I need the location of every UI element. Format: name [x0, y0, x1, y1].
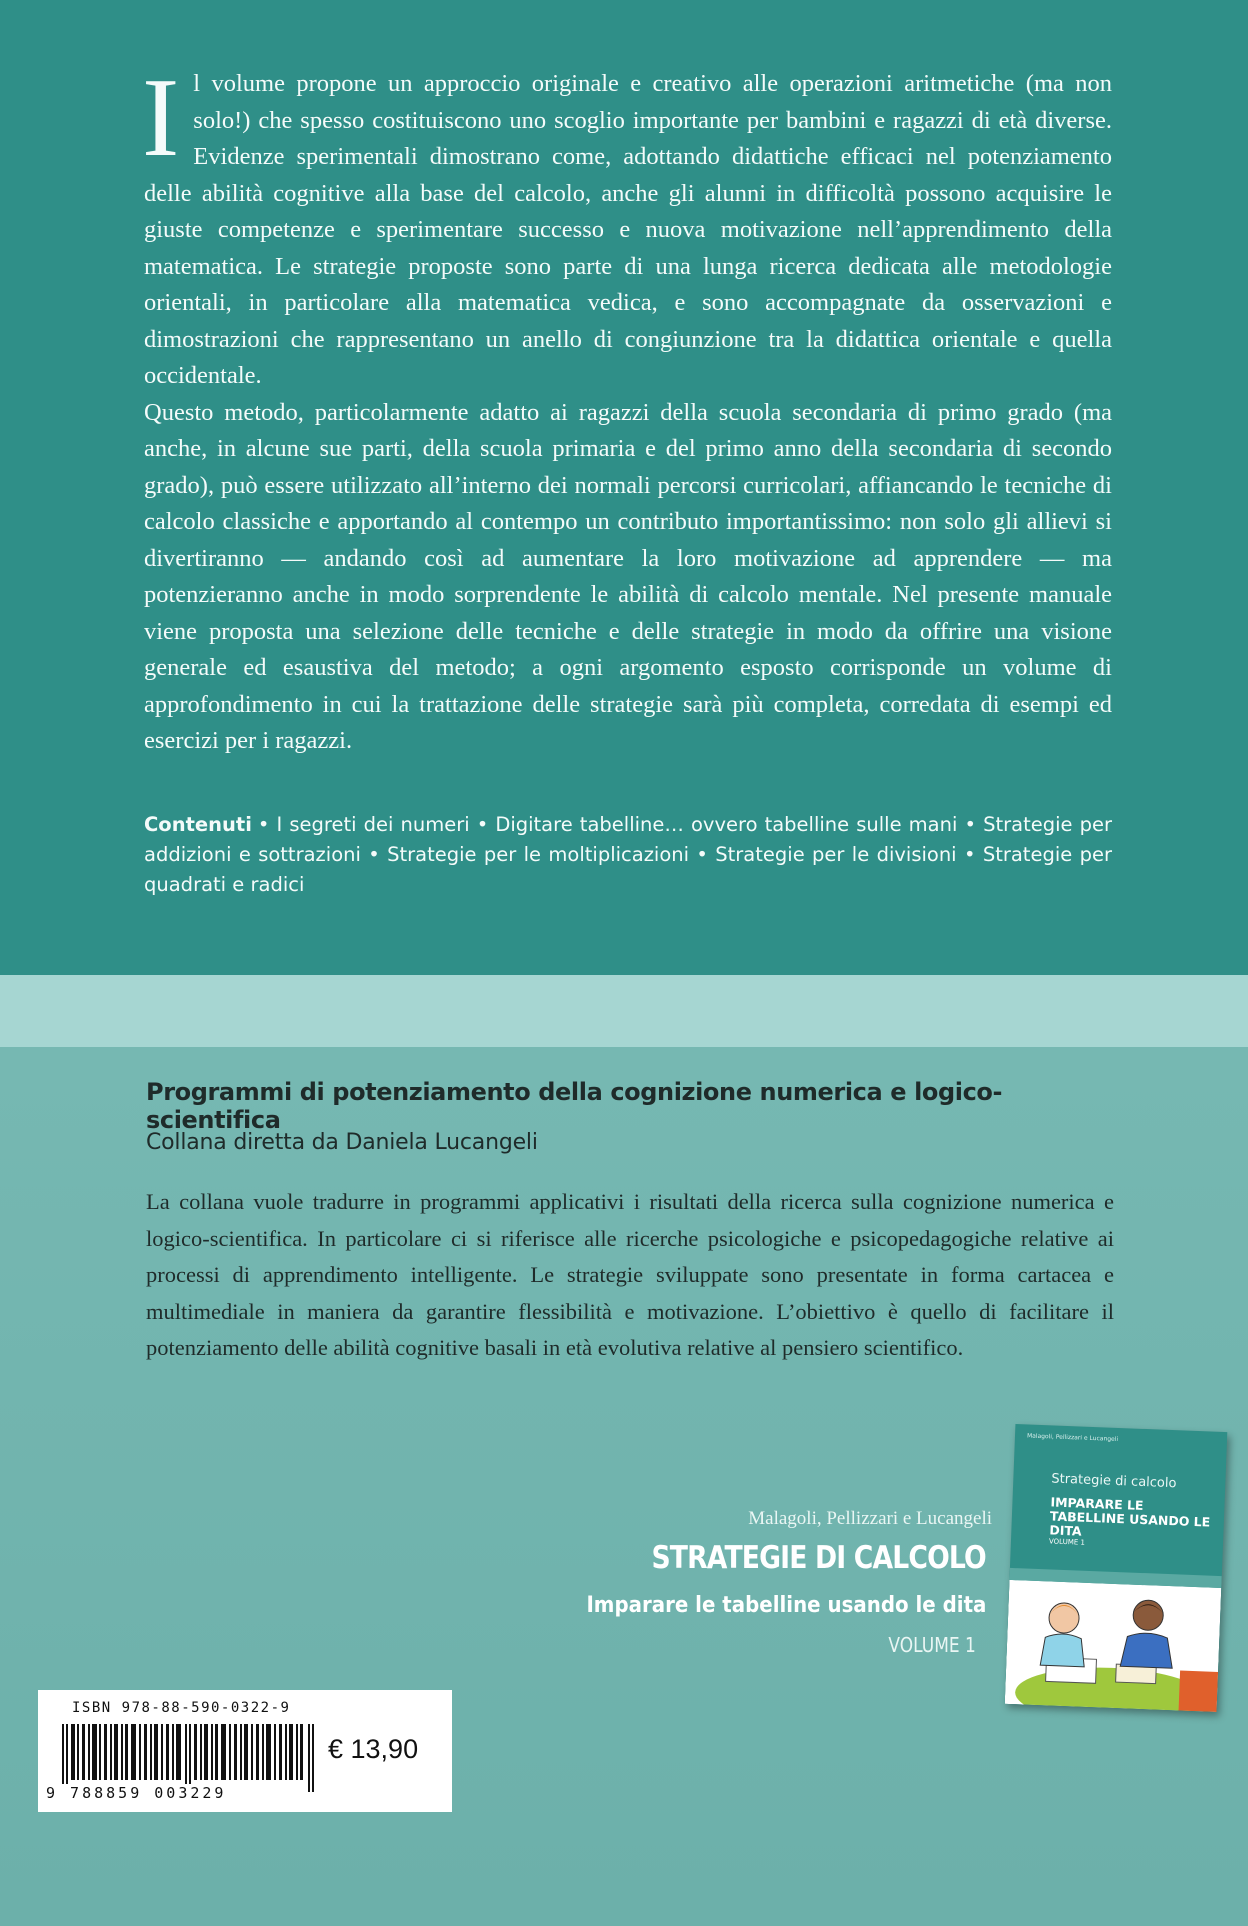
- mini-cover-authors: Malagoli, Pellizzari e Lucangeli: [1026, 1432, 1119, 1443]
- book-title: STRATEGIE DI CALCOLO: [651, 1540, 986, 1576]
- mini-cover-series: Strategie di calcolo: [1051, 1471, 1177, 1492]
- isbn-text: ISBN 978-88-590-0322-9: [72, 1700, 291, 1716]
- mini-cover-title: IMPARARE LE TABELLINE USANDO LE DITA: [1049, 1494, 1211, 1539]
- book-volume: VOLUME 1: [888, 1633, 976, 1657]
- series-title: Programmi di potenziamento della cognizione numerica e logico-scientifica: [146, 1078, 1003, 1134]
- series-description: La collana vuole tradurre in programmi applicativi i risultati della ricerca sulla cognizione numerica e logico-scientifica. In particolare ci si riferisce alle ricerche psicologiche e psicopedagogiche relative ai processi di apprendimento intelligente. Le strategie sviluppate sono presentate in forma cartacea e multimediale in maniera da garantire flessibilità e motivazione. L’obiettivo è quello di facilitare il potenziamento delle abilità cognitive basali in età evolutiva relative al pensiero scientifico.: [146, 1189, 1114, 1360]
- series-editor: Collana diretta da Daniela Lucangeli: [146, 1130, 538, 1155]
- contents-text: • I segreti dei numeri • Digitare tabelline… ovvero tabelline sulle mani • Strategie per addizioni e sottrazioni • Strategie per le moltiplicazioni • Strategie per le divisioni • Strategie per quadrati e radici: [144, 813, 1112, 896]
- barcode-icon: [62, 1724, 316, 1792]
- contents-label: Contenuti: [144, 813, 252, 836]
- divider-stripe: [0, 975, 1248, 1047]
- publisher-logo-icon: [1179, 1671, 1219, 1712]
- barcode-box: [38, 1690, 452, 1812]
- barcode-digits: 9 788859 003229: [46, 1784, 227, 1802]
- price-label: € 13,90: [328, 1734, 419, 1764]
- blurb-paragraph-2: Questo metodo, particolarmente adatto ai ragazzi della scuola secondaria di primo grado (ma anche, in alcune sue parti, della scuola primaria e del primo anno della secondaria di secondo grado), può essere utilizzato all’interno dei normali percorsi curricolari, affiancando le tecniche di calcolo classiche e apportando al contempo un contributo importantissimo: non solo gli allievi si divertiranno — andando così ad aumentare la loro motivazione ad apprendere — ma potenzieranno anche in modo sorprendente le abilità di calcolo mentale. Nel presente manuale viene proposta una selezione delle tecniche e delle strategie in modo da offrire una visione generale ed esaustiva del metodo; a ogni argomento esposto corrisponde un volume di approfondimento in cui la trattazione delle strategie sarà più completa, corredata di esempi ed esercizi per i ragazzi.: [144, 398, 1112, 754]
- blurb: [142, 56, 1112, 760]
- blurb-paragraph-1: l volume propone un approccio originale e creativo alle operazioni aritmetiche (ma non solo!) che spesso costituiscono uno scoglio importante per bambini e ragazzi di età diverse. Evidenze sperimentali dimostrano come, adottando didattiche efficaci nel potenziamento delle abilità cognitive alla base del calcolo, anche gli alunni in difficoltà possono acquisire le giuste competenze e sperimentare successo e nuova motivazione nell’apprendimento della matematica. Le strategie proposte sono parte di una lunga ricerca dedicata alle metodologie orientali, in particolare alla matematica vedica, e sono accompagnate da osservazioni e dimostrazioni che rappresentano un anello di congiunzione tra la didattica orientale e quella occidentale.: [144, 70, 1112, 389]
- book-subtitle: Imparare le tabelline usando le dita: [586, 1593, 986, 1618]
- drop-cap: I: [142, 56, 180, 180]
- contents-section: [144, 810, 1112, 900]
- front-cover-thumbnail: [1005, 1424, 1228, 1712]
- mini-cover-volume: VOLUME 1: [1048, 1537, 1086, 1547]
- book-authors: Malagoli, Pellizzari e Lucangeli: [748, 1508, 992, 1529]
